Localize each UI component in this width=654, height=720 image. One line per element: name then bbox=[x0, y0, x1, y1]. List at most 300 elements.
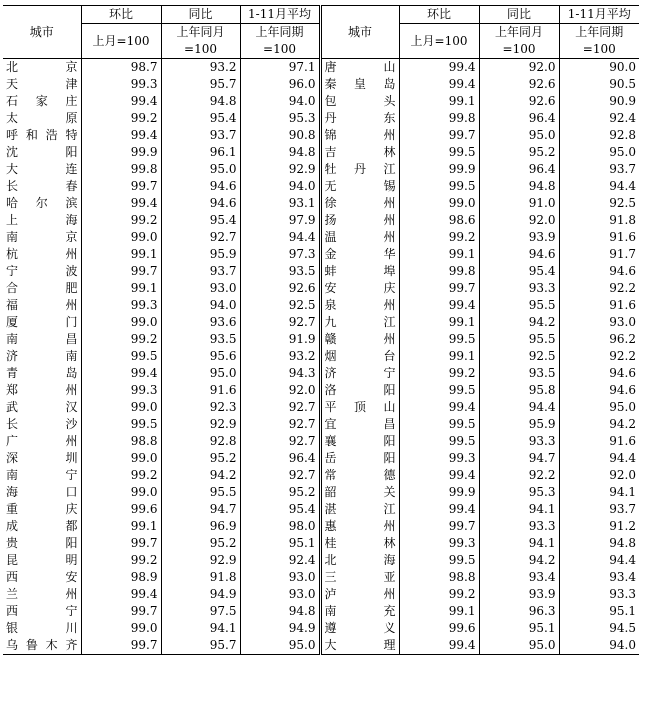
right-avg-cell: 95.0 bbox=[559, 144, 639, 161]
left-yoy-cell: 95.2 bbox=[161, 450, 240, 467]
right-avg-cell: 94.8 bbox=[559, 535, 639, 552]
left-yoy-cell: 95.9 bbox=[161, 246, 240, 263]
table-row bbox=[3, 586, 639, 603]
table-row bbox=[3, 110, 639, 127]
table-row bbox=[3, 314, 639, 331]
left-mom-cell: 99.2 bbox=[81, 212, 161, 229]
left-city-cell bbox=[3, 552, 81, 569]
right-mom-cell: 99.1 bbox=[399, 348, 479, 365]
left-avg-cell: 93.2 bbox=[240, 348, 320, 365]
left-city-cell bbox=[3, 178, 81, 195]
left-city-cell bbox=[3, 637, 81, 655]
table-row bbox=[3, 76, 639, 93]
subheader-mom-right bbox=[399, 24, 479, 59]
right-mom-cell: 99.0 bbox=[399, 195, 479, 212]
left-avg-cell: 95.4 bbox=[240, 501, 320, 518]
table-row bbox=[3, 93, 639, 110]
left-avg-cell: 92.6 bbox=[240, 280, 320, 297]
right-mom-cell: 99.4 bbox=[399, 501, 479, 518]
right-city-cell bbox=[320, 246, 399, 263]
city-name: 徐州 bbox=[324, 196, 396, 210]
right-city-cell bbox=[320, 620, 399, 637]
left-avg-cell: 91.9 bbox=[240, 331, 320, 348]
right-avg-cell: 94.2 bbox=[559, 416, 639, 433]
right-yoy-cell: 95.0 bbox=[479, 127, 559, 144]
right-yoy-cell: 95.8 bbox=[479, 382, 559, 399]
subheader-avg-left-line1: 上年同期 bbox=[255, 25, 304, 39]
city-name: 银川 bbox=[6, 621, 78, 635]
left-avg-cell: 94.0 bbox=[240, 93, 320, 110]
city-name: 宁波 bbox=[6, 264, 78, 278]
left-mom-cell: 99.9 bbox=[81, 144, 161, 161]
right-yoy-cell: 91.0 bbox=[479, 195, 559, 212]
left-avg-cell: 92.7 bbox=[240, 416, 320, 433]
left-mom-cell: 99.5 bbox=[81, 416, 161, 433]
right-city-cell bbox=[320, 195, 399, 212]
city-name: 丹东 bbox=[324, 111, 396, 125]
right-mom-cell: 99.5 bbox=[399, 144, 479, 161]
left-city-cell bbox=[3, 195, 81, 212]
left-yoy-cell: 95.0 bbox=[161, 365, 240, 382]
left-avg-cell: 98.0 bbox=[240, 518, 320, 535]
left-city-cell bbox=[3, 586, 81, 603]
city-name: 武汉 bbox=[6, 400, 78, 414]
city-name: 深圳 bbox=[6, 451, 78, 465]
table-row bbox=[3, 280, 639, 297]
city-name: 重庆 bbox=[6, 502, 78, 516]
left-yoy-cell: 96.9 bbox=[161, 518, 240, 535]
left-city-cell bbox=[3, 161, 81, 178]
right-city-cell bbox=[320, 433, 399, 450]
left-mom-cell: 99.4 bbox=[81, 93, 161, 110]
left-city-cell bbox=[3, 450, 81, 467]
city-name: 岳阳 bbox=[324, 451, 396, 465]
left-city-cell bbox=[3, 59, 81, 77]
right-yoy-cell: 93.4 bbox=[479, 569, 559, 586]
right-yoy-cell: 96.4 bbox=[479, 161, 559, 178]
right-mom-cell: 99.3 bbox=[399, 535, 479, 552]
right-mom-cell: 99.2 bbox=[399, 229, 479, 246]
subheader-avg-left-line2: =100 bbox=[263, 42, 296, 56]
right-city-cell bbox=[320, 569, 399, 586]
left-mom-cell: 99.8 bbox=[81, 161, 161, 178]
city-name: 天津 bbox=[6, 77, 78, 91]
right-avg-cell: 94.4 bbox=[559, 450, 639, 467]
left-mom-cell: 98.7 bbox=[81, 59, 161, 77]
city-name: 乌鲁木齐 bbox=[6, 638, 78, 652]
left-yoy-cell: 92.9 bbox=[161, 552, 240, 569]
city-name: 济宁 bbox=[324, 366, 396, 380]
right-city-cell bbox=[320, 229, 399, 246]
left-avg-cell: 94.8 bbox=[240, 603, 320, 620]
right-yoy-cell: 92.5 bbox=[479, 348, 559, 365]
left-avg-cell: 92.7 bbox=[240, 433, 320, 450]
left-yoy-cell: 94.9 bbox=[161, 586, 240, 603]
left-avg-cell: 95.2 bbox=[240, 484, 320, 501]
left-avg-cell: 97.3 bbox=[240, 246, 320, 263]
left-city-cell bbox=[3, 212, 81, 229]
right-avg-cell: 92.0 bbox=[559, 467, 639, 484]
left-mom-cell: 99.2 bbox=[81, 110, 161, 127]
table-row bbox=[3, 569, 639, 586]
right-avg-cell: 92.5 bbox=[559, 195, 639, 212]
left-yoy-cell: 95.7 bbox=[161, 637, 240, 655]
table-row bbox=[3, 501, 639, 518]
table-row bbox=[3, 433, 639, 450]
right-avg-cell: 94.4 bbox=[559, 552, 639, 569]
left-avg-cell: 93.0 bbox=[240, 569, 320, 586]
city-name: 郑州 bbox=[6, 383, 78, 397]
table-row bbox=[3, 399, 639, 416]
right-yoy-cell: 92.6 bbox=[479, 76, 559, 93]
table-body bbox=[3, 59, 639, 655]
left-yoy-cell: 92.9 bbox=[161, 416, 240, 433]
price-index-table bbox=[3, 5, 639, 655]
left-city-cell bbox=[3, 382, 81, 399]
left-mom-cell: 98.9 bbox=[81, 569, 161, 586]
table-row bbox=[3, 195, 639, 212]
table-row bbox=[3, 263, 639, 280]
subheader-yoy-left-line1: 上年同月 bbox=[176, 25, 225, 39]
city-name: 金华 bbox=[324, 247, 396, 261]
right-yoy-cell: 94.2 bbox=[479, 314, 559, 331]
right-avg-cell: 93.7 bbox=[559, 501, 639, 518]
city-name: 呼和浩特 bbox=[6, 128, 78, 142]
city-name: 包头 bbox=[324, 94, 396, 108]
left-mom-cell: 99.5 bbox=[81, 348, 161, 365]
city-name: 蚌埠 bbox=[324, 264, 396, 278]
left-city-cell bbox=[3, 246, 81, 263]
city-name: 洛阳 bbox=[324, 383, 396, 397]
right-avg-cell: 94.6 bbox=[559, 263, 639, 280]
left-city-cell bbox=[3, 399, 81, 416]
right-city-cell bbox=[320, 501, 399, 518]
right-mom-cell: 99.5 bbox=[399, 433, 479, 450]
left-mom-cell: 99.0 bbox=[81, 314, 161, 331]
table-row bbox=[3, 552, 639, 569]
left-city-cell bbox=[3, 467, 81, 484]
right-yoy-cell: 95.5 bbox=[479, 331, 559, 348]
city-name: 赣州 bbox=[324, 332, 396, 346]
left-mom-cell: 99.0 bbox=[81, 620, 161, 637]
table-row bbox=[3, 178, 639, 195]
right-city-cell bbox=[320, 586, 399, 603]
left-avg-cell: 95.3 bbox=[240, 110, 320, 127]
right-city-cell bbox=[320, 552, 399, 569]
right-city-cell bbox=[320, 484, 399, 501]
left-avg-cell: 92.7 bbox=[240, 314, 320, 331]
table-row bbox=[3, 535, 639, 552]
left-avg-cell: 92.0 bbox=[240, 382, 320, 399]
left-mom-cell: 99.7 bbox=[81, 637, 161, 655]
right-city-cell bbox=[320, 76, 399, 93]
left-city-cell bbox=[3, 76, 81, 93]
city-name: 北京 bbox=[6, 60, 78, 74]
left-city-cell bbox=[3, 433, 81, 450]
right-city-cell bbox=[320, 467, 399, 484]
left-yoy-cell: 94.2 bbox=[161, 467, 240, 484]
city-name: 韶关 bbox=[324, 485, 396, 499]
left-city-cell bbox=[3, 569, 81, 586]
right-yoy-cell: 96.4 bbox=[479, 110, 559, 127]
right-city-cell bbox=[320, 382, 399, 399]
right-yoy-cell: 95.0 bbox=[479, 637, 559, 655]
left-yoy-cell: 93.6 bbox=[161, 314, 240, 331]
left-mom-cell: 99.0 bbox=[81, 399, 161, 416]
right-avg-cell: 90.9 bbox=[559, 93, 639, 110]
right-avg-cell: 94.1 bbox=[559, 484, 639, 501]
header-row-top bbox=[3, 6, 639, 24]
city-name: 厦门 bbox=[6, 315, 78, 329]
header-mom-right: 环比 bbox=[399, 6, 479, 24]
left-yoy-cell: 92.8 bbox=[161, 433, 240, 450]
left-avg-cell: 95.0 bbox=[240, 637, 320, 655]
right-mom-cell: 99.2 bbox=[399, 365, 479, 382]
right-city-cell bbox=[320, 603, 399, 620]
city-name: 杭州 bbox=[6, 247, 78, 261]
city-name: 惠州 bbox=[324, 519, 396, 533]
right-mom-cell: 99.4 bbox=[399, 467, 479, 484]
left-yoy-cell: 91.8 bbox=[161, 569, 240, 586]
left-city-cell bbox=[3, 127, 81, 144]
table-row bbox=[3, 348, 639, 365]
city-name: 济南 bbox=[6, 349, 78, 363]
left-city-cell bbox=[3, 93, 81, 110]
city-name: 温州 bbox=[324, 230, 396, 244]
left-avg-cell: 90.8 bbox=[240, 127, 320, 144]
left-city-cell bbox=[3, 535, 81, 552]
right-mom-cell: 99.8 bbox=[399, 263, 479, 280]
left-mom-cell: 99.1 bbox=[81, 518, 161, 535]
left-yoy-cell: 97.5 bbox=[161, 603, 240, 620]
left-avg-cell: 94.3 bbox=[240, 365, 320, 382]
right-mom-cell: 99.1 bbox=[399, 314, 479, 331]
table-row bbox=[3, 518, 639, 535]
left-yoy-cell: 93.7 bbox=[161, 127, 240, 144]
right-mom-cell: 99.1 bbox=[399, 603, 479, 620]
left-mom-cell: 99.4 bbox=[81, 127, 161, 144]
city-name: 大连 bbox=[6, 162, 78, 176]
left-avg-cell: 97.1 bbox=[240, 59, 320, 77]
left-city-cell bbox=[3, 365, 81, 382]
subheader-avg-right bbox=[559, 24, 639, 59]
left-avg-cell: 92.5 bbox=[240, 297, 320, 314]
table-row bbox=[3, 603, 639, 620]
right-mom-cell: 99.1 bbox=[399, 246, 479, 263]
right-city-cell bbox=[320, 399, 399, 416]
left-mom-cell: 99.3 bbox=[81, 76, 161, 93]
city-name: 成都 bbox=[6, 519, 78, 533]
city-name: 牡丹江 bbox=[324, 162, 396, 176]
right-avg-cell: 95.0 bbox=[559, 399, 639, 416]
right-mom-cell: 98.8 bbox=[399, 569, 479, 586]
city-name: 扬州 bbox=[324, 213, 396, 227]
city-name: 泸州 bbox=[324, 587, 396, 601]
left-avg-cell: 92.7 bbox=[240, 399, 320, 416]
right-avg-cell: 94.5 bbox=[559, 620, 639, 637]
left-city-cell bbox=[3, 501, 81, 518]
city-name: 上海 bbox=[6, 213, 78, 227]
left-yoy-cell: 94.1 bbox=[161, 620, 240, 637]
right-mom-cell: 99.4 bbox=[399, 637, 479, 655]
right-yoy-cell: 92.2 bbox=[479, 467, 559, 484]
left-city-cell bbox=[3, 331, 81, 348]
left-city-cell bbox=[3, 263, 81, 280]
right-mom-cell: 99.9 bbox=[399, 161, 479, 178]
header-city-right: 城市 bbox=[320, 6, 399, 59]
right-yoy-cell: 95.9 bbox=[479, 416, 559, 433]
table-row bbox=[3, 331, 639, 348]
right-city-cell bbox=[320, 144, 399, 161]
subheader-yoy-left-line2: =100 bbox=[184, 42, 217, 56]
subheader-avg-right-line1: 上年同期 bbox=[575, 25, 624, 39]
right-avg-cell: 91.8 bbox=[559, 212, 639, 229]
table-row bbox=[3, 620, 639, 637]
city-name: 平顶山 bbox=[324, 400, 396, 414]
left-city-cell bbox=[3, 297, 81, 314]
right-yoy-cell: 95.3 bbox=[479, 484, 559, 501]
left-mom-cell: 99.1 bbox=[81, 246, 161, 263]
left-avg-cell: 92.4 bbox=[240, 552, 320, 569]
city-name: 海口 bbox=[6, 485, 78, 499]
city-name: 兰州 bbox=[6, 587, 78, 601]
city-name: 青岛 bbox=[6, 366, 78, 380]
city-name: 哈尔滨 bbox=[6, 196, 78, 210]
left-yoy-cell: 95.4 bbox=[161, 110, 240, 127]
right-yoy-cell: 95.2 bbox=[479, 144, 559, 161]
left-mom-cell: 99.4 bbox=[81, 195, 161, 212]
city-name: 安庆 bbox=[324, 281, 396, 295]
right-yoy-cell: 95.1 bbox=[479, 620, 559, 637]
subheader-yoy-left bbox=[161, 24, 240, 59]
right-city-cell bbox=[320, 314, 399, 331]
right-yoy-cell: 94.8 bbox=[479, 178, 559, 195]
left-yoy-cell: 93.0 bbox=[161, 280, 240, 297]
left-city-cell bbox=[3, 314, 81, 331]
city-name: 襄阳 bbox=[324, 434, 396, 448]
city-name: 三亚 bbox=[324, 570, 396, 584]
city-name: 唐山 bbox=[324, 60, 396, 74]
right-avg-cell: 93.7 bbox=[559, 161, 639, 178]
subheader-mom-left bbox=[81, 24, 161, 59]
header-city-left: 城市 bbox=[3, 6, 81, 59]
left-yoy-cell: 92.7 bbox=[161, 229, 240, 246]
right-yoy-cell: 92.0 bbox=[479, 212, 559, 229]
left-yoy-cell: 95.0 bbox=[161, 161, 240, 178]
right-yoy-cell: 93.3 bbox=[479, 280, 559, 297]
city-name: 锦州 bbox=[324, 128, 396, 142]
left-yoy-cell: 94.6 bbox=[161, 195, 240, 212]
right-yoy-cell: 94.6 bbox=[479, 246, 559, 263]
right-avg-cell: 92.4 bbox=[559, 110, 639, 127]
left-yoy-cell: 95.7 bbox=[161, 76, 240, 93]
table-row bbox=[3, 161, 639, 178]
right-avg-cell: 94.6 bbox=[559, 382, 639, 399]
city-name: 无锡 bbox=[324, 179, 396, 193]
left-avg-cell: 93.0 bbox=[240, 586, 320, 603]
left-yoy-cell: 95.2 bbox=[161, 535, 240, 552]
left-city-cell bbox=[3, 416, 81, 433]
left-mom-cell: 99.0 bbox=[81, 229, 161, 246]
right-yoy-cell: 93.9 bbox=[479, 586, 559, 603]
right-yoy-cell: 93.3 bbox=[479, 518, 559, 535]
left-yoy-cell: 95.6 bbox=[161, 348, 240, 365]
right-avg-cell: 91.6 bbox=[559, 229, 639, 246]
city-name: 桂林 bbox=[324, 536, 396, 550]
left-yoy-cell: 96.1 bbox=[161, 144, 240, 161]
right-mom-cell: 98.6 bbox=[399, 212, 479, 229]
city-name: 湛江 bbox=[324, 502, 396, 516]
subheader-avg-right-line2: =100 bbox=[582, 42, 616, 56]
left-mom-cell: 98.8 bbox=[81, 433, 161, 450]
right-mom-cell: 99.5 bbox=[399, 382, 479, 399]
right-city-cell bbox=[320, 280, 399, 297]
city-name: 长春 bbox=[6, 179, 78, 193]
right-yoy-cell: 94.1 bbox=[479, 535, 559, 552]
right-mom-cell: 99.2 bbox=[399, 586, 479, 603]
right-mom-cell: 99.7 bbox=[399, 280, 479, 297]
right-yoy-cell: 95.4 bbox=[479, 263, 559, 280]
right-avg-cell: 94.0 bbox=[559, 637, 639, 655]
left-avg-cell: 94.0 bbox=[240, 178, 320, 195]
left-avg-cell: 94.4 bbox=[240, 229, 320, 246]
left-yoy-cell: 93.7 bbox=[161, 263, 240, 280]
city-name: 福州 bbox=[6, 298, 78, 312]
left-city-cell bbox=[3, 144, 81, 161]
city-name: 南宁 bbox=[6, 468, 78, 482]
left-mom-cell: 99.7 bbox=[81, 178, 161, 195]
table-row bbox=[3, 144, 639, 161]
left-mom-cell: 99.1 bbox=[81, 280, 161, 297]
left-city-cell bbox=[3, 348, 81, 365]
city-name: 常德 bbox=[324, 468, 396, 482]
right-yoy-cell: 92.6 bbox=[479, 93, 559, 110]
right-mom-cell: 99.4 bbox=[399, 399, 479, 416]
right-avg-cell: 96.2 bbox=[559, 331, 639, 348]
subheader-yoy-right bbox=[479, 24, 559, 59]
right-city-cell bbox=[320, 416, 399, 433]
right-mom-cell: 99.4 bbox=[399, 59, 479, 77]
left-avg-cell: 96.4 bbox=[240, 450, 320, 467]
city-name: 广州 bbox=[6, 434, 78, 448]
table-row bbox=[3, 212, 639, 229]
right-yoy-cell: 94.1 bbox=[479, 501, 559, 518]
right-yoy-cell: 94.7 bbox=[479, 450, 559, 467]
left-yoy-cell: 95.4 bbox=[161, 212, 240, 229]
left-mom-cell: 99.7 bbox=[81, 263, 161, 280]
right-city-cell bbox=[320, 331, 399, 348]
left-avg-cell: 94.8 bbox=[240, 144, 320, 161]
table-row bbox=[3, 246, 639, 263]
right-yoy-cell: 93.9 bbox=[479, 229, 559, 246]
right-mom-cell: 99.5 bbox=[399, 416, 479, 433]
city-name: 昆明 bbox=[6, 553, 78, 567]
left-yoy-cell: 93.5 bbox=[161, 331, 240, 348]
left-mom-cell: 99.2 bbox=[81, 552, 161, 569]
right-city-cell bbox=[320, 263, 399, 280]
right-yoy-cell: 95.5 bbox=[479, 297, 559, 314]
city-name: 泉州 bbox=[324, 298, 396, 312]
table-row bbox=[3, 297, 639, 314]
right-avg-cell: 91.6 bbox=[559, 297, 639, 314]
left-city-cell bbox=[3, 280, 81, 297]
right-city-cell bbox=[320, 59, 399, 77]
left-mom-cell: 99.6 bbox=[81, 501, 161, 518]
right-city-cell bbox=[320, 637, 399, 655]
header-yoy-left: 同比 bbox=[161, 6, 240, 24]
subheader-mom-right-text: 上月=100 bbox=[410, 33, 468, 48]
table-row bbox=[3, 416, 639, 433]
